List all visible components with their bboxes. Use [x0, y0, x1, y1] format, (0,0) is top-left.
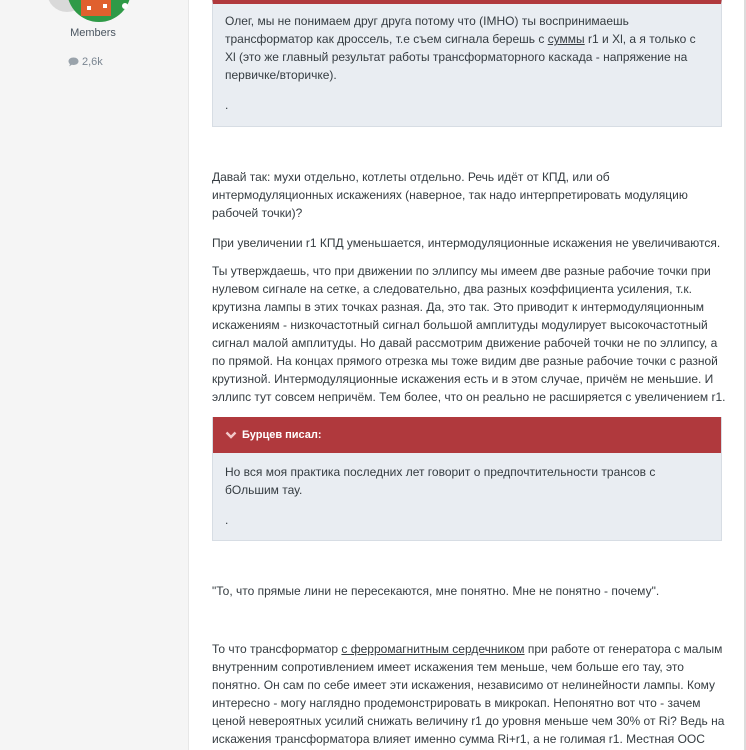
quote-text: Олег, мы не понимаем друг друга потому что (IMHO) ты воспринимаешь трансформатор как дроссель, т.е съем сигнала берешь с — [225, 14, 629, 46]
quote-author: Бурцев писал: — [242, 429, 322, 441]
avatar-image-icon — [47, 0, 135, 22]
quote-dot: . — [225, 513, 229, 527]
paragraph-2: При увеличении r1 КПД уменьшается, интермодуляционные искажения не увеличиваются. — [212, 236, 721, 250]
paragraph-3: Ты утверждаешь, что при движении по эллипсу мы имеем две разные рабочие точки при нулевом сигнале на сетке, а следовательно, два разных коэффициента усиления, т.к. крутизна лампы в этих точках разная. Да, это так. Это приводит к интермодуляционным искажениям - низкочастотный сигнал большой амплитуды модулирует высокочастотный сигнал малой амплитуды. Но давай рассмотрим движение рабочей точки не по эллипсу, а по прямой. На концах прямого отрезка мы тоже видим две разные рабочие точки с разной крутизной. Интермодуляционные искажения есть и в этом случае, причём не меньшие. И эллипс тут совсем непричём. Тем более, что он реально не расширяется с увеличением r1. — [212, 264, 726, 404]
paragraph-5-text-rest: при работе от генератора с малым внутренним сопротивлением имеет искажения тем меньше, чем больше его тау, это понятно. Он сам по себе имеет эти искажения, независимо от нелинейности лампы. Кому интересно - могу наглядно продемонстрировать в микрокап. Непонятно вот что - зачем ценой невероятных усилий снижать величину r1 до уровня меньше чем 30% от Ri? Ведь на искажения трансформатора влияет именно сумма Ri+r1, а не голимая r1. Местная ООС — [212, 642, 725, 746]
quote-header[interactable] — [213, 417, 721, 453]
paragraph-5-text: То что трансформатор — [212, 642, 342, 656]
paragraph-1: Давай так: мухи отдельно, котлеты отдельно. Речь идёт от КПД, или об интермодуляционных искажениях (наверное, так надо интерпретировать модуляцию рабочей точки)? — [212, 170, 688, 220]
post-count[interactable] — [68, 56, 103, 68]
quote-link[interactable]: суммы — [547, 32, 585, 46]
paragraph-5-link[interactable]: с ферромагнитным сердечником — [341, 642, 525, 656]
author-panel — [0, 0, 189, 750]
quote-block-top — [212, 0, 722, 127]
comment-icon — [68, 57, 79, 67]
chevron-down-icon — [225, 429, 237, 441]
paragraph-4: "То, что прямые лини не пересекаются, мне понятно. Мне не понятно - почему". — [212, 584, 660, 598]
post-count-value: 2,6k — [82, 56, 103, 68]
quote-text: Но вся моя практика последних лет говорит о предпочтительности трансов с бОльшим тау. — [225, 465, 656, 497]
quote-block-mid — [212, 417, 722, 541]
avatar[interactable] — [47, 0, 135, 22]
paragraph-5 — [212, 640, 727, 748]
quote-body — [213, 4, 721, 114]
quote-dot: . — [225, 98, 229, 112]
quote-body — [213, 453, 721, 529]
quote-text-rest: r1 и Xl, а я только с Xl (это же главный результат работы трансформаторного каскада - напряжение на первичке/вторичке). — [225, 32, 696, 82]
author-group: Members — [70, 27, 116, 39]
